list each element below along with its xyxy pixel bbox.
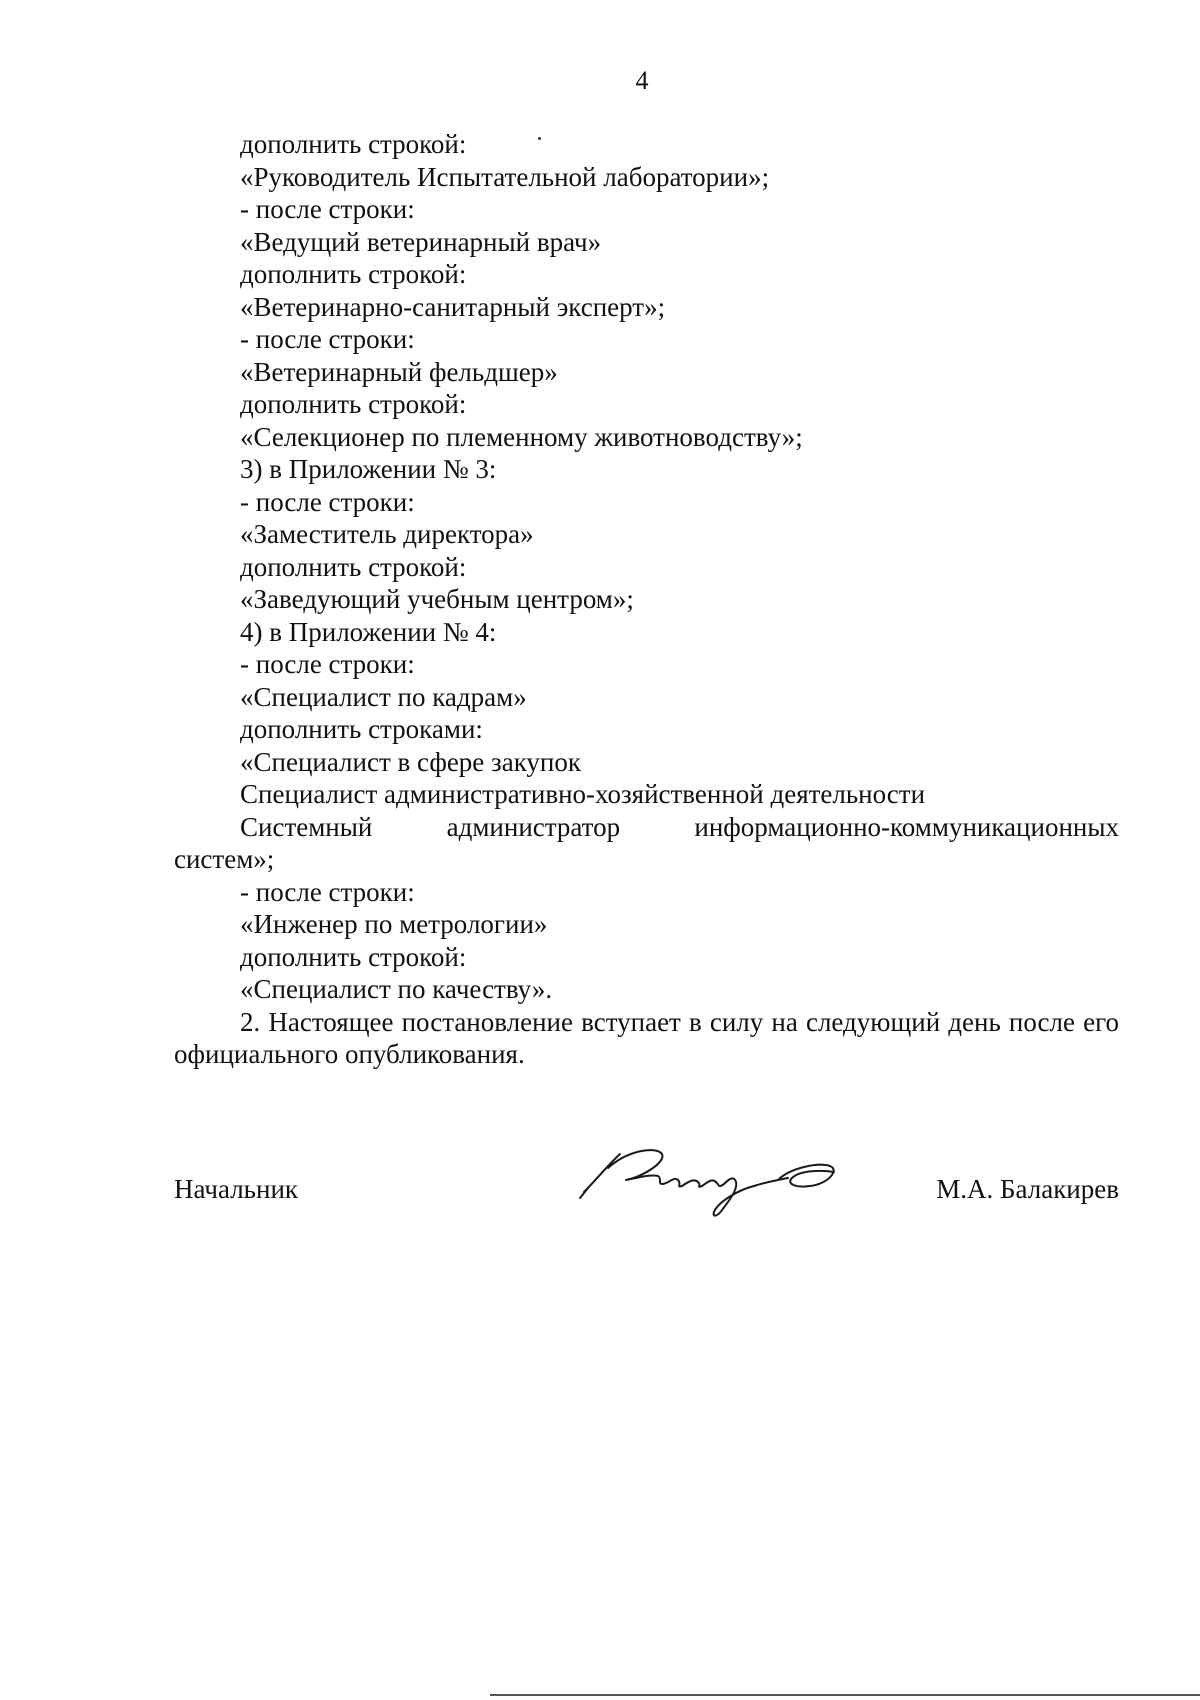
justified-word: Системный <box>240 811 373 842</box>
handwritten-signature <box>578 1140 848 1220</box>
text-line: дополнить строкой: <box>240 551 467 582</box>
continuation-line: систем»; <box>174 844 275 874</box>
text-line: - после строки: <box>240 324 415 354</box>
signatory-name: М.А. Балакирев <box>936 1174 1119 1204</box>
text-line: дополнить строкой: <box>240 941 467 972</box>
signatory-position: Начальник <box>174 1174 299 1204</box>
text-line: - после строки: <box>240 876 415 907</box>
text-line: дополнить строкой: <box>240 389 467 419</box>
text-line: «Ведущий ветеринарный врач» <box>240 226 602 257</box>
justified-word: администратор <box>446 811 621 842</box>
text-line: - после строки: <box>240 486 415 517</box>
justified-word: информационно-коммуникационных <box>694 811 1119 842</box>
text-line: - после строки: <box>240 649 415 679</box>
text-line: Специалист административно-хозяйственной деятельности <box>240 779 926 809</box>
text-line: «Заместитель директора» <box>240 519 534 549</box>
text-line: «Селекционер по племенному животноводству»; <box>240 421 803 452</box>
text-line: 3) в Приложении № 3: <box>240 454 497 484</box>
text-line: «Заведующий учебным центром»; <box>240 584 634 614</box>
text-line: «Инженер по метрологии» <box>240 909 548 939</box>
document-body <box>174 128 1119 1071</box>
text-line: «Специалист в сфере закупок <box>240 746 581 777</box>
justified-line <box>174 811 1119 844</box>
text-line: «Руководитель Испытательной лаборатории»; <box>240 161 770 192</box>
scan-edge-line <box>490 1694 1200 1696</box>
text-line: «Специалист по кадрам» <box>240 681 527 712</box>
text-line: дополнить строкой: <box>240 259 467 289</box>
text-line: дополнить строками: <box>240 714 483 744</box>
text-line: «Специалист по качеству». <box>240 974 553 1004</box>
text-line: 4) в Приложении № 4: <box>240 616 497 647</box>
closing-paragraph: 2. Настоящее постановление вступает в силу на следующий день после его официального опубликования. <box>174 1006 1119 1069</box>
page-number: 4 <box>635 66 649 95</box>
text-line: «Ветеринарный фельдшер» <box>240 356 558 387</box>
text-line: - после строки: <box>240 194 415 224</box>
text-line: дополнить строкой: <box>240 129 467 159</box>
text-line: «Ветеринарно-санитарный эксперт»; <box>240 291 666 322</box>
